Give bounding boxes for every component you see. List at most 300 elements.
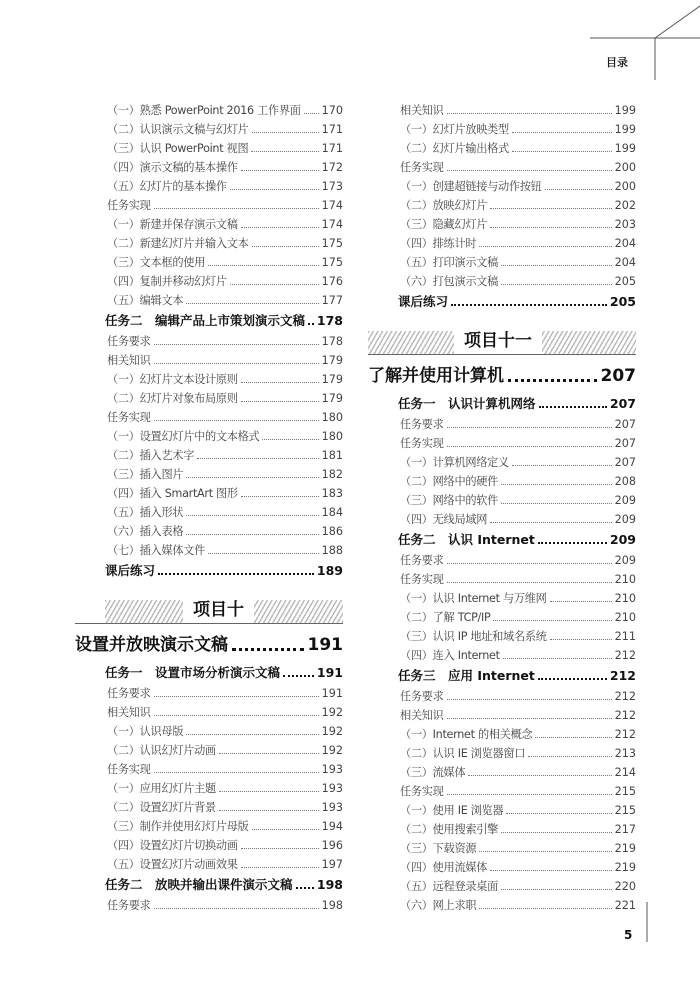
toc-entry[interactable] bbox=[398, 510, 636, 529]
dot-leader bbox=[545, 189, 612, 190]
toc-entry[interactable] bbox=[105, 779, 343, 798]
toc-entry-title: （二）使用搜索引擎 bbox=[400, 823, 498, 836]
dot-leader bbox=[447, 699, 612, 700]
toc-entry-page: 219 bbox=[614, 842, 636, 855]
toc-entry[interactable] bbox=[398, 896, 636, 915]
toc-entry[interactable] bbox=[398, 491, 636, 510]
dot-leader bbox=[539, 406, 607, 408]
toc-entry[interactable] bbox=[105, 855, 343, 874]
toc-entry[interactable] bbox=[398, 472, 636, 491]
toc-entry-title: （二）新建幻灯片并输入文本 bbox=[107, 237, 249, 250]
toc-entry[interactable] bbox=[398, 589, 636, 608]
toc-entry[interactable] bbox=[398, 646, 636, 665]
project-ten-label: 项目十 bbox=[183, 596, 254, 624]
project-eleven-banner bbox=[398, 327, 636, 355]
dot-leader bbox=[241, 227, 319, 228]
toc-entry-page: 192 bbox=[321, 744, 343, 757]
toc-entry-title: （一）使用 IE 浏览器 bbox=[400, 804, 504, 817]
toc-task-entry[interactable] bbox=[105, 310, 343, 332]
dot-leader bbox=[154, 696, 319, 697]
dot-leader bbox=[506, 813, 611, 814]
dot-leader bbox=[308, 323, 314, 325]
toc-entry-page: 196 bbox=[321, 839, 343, 852]
toc-entry-title: 任务实现 bbox=[400, 785, 444, 798]
dot-leader bbox=[186, 734, 318, 735]
chapter-page: 207 bbox=[600, 366, 636, 386]
toc-entry-page: 213 bbox=[614, 747, 636, 760]
toc-entry-page: 193 bbox=[321, 763, 343, 776]
toc-entry-title: 任务一 设置市场分析演示文稿 bbox=[105, 665, 281, 680]
toc-entry-title: 相关知识 bbox=[400, 104, 444, 117]
toc-entry-title: 课后练习 bbox=[398, 294, 449, 309]
toc-entry[interactable] bbox=[398, 687, 636, 706]
toc-task-entry[interactable] bbox=[105, 662, 343, 684]
toc-entry[interactable] bbox=[105, 196, 343, 215]
toc-entry[interactable] bbox=[105, 817, 343, 836]
toc-entry-title: 任务要求 bbox=[400, 690, 444, 703]
toc-project-eleven-list bbox=[398, 393, 636, 915]
running-header: 目录 bbox=[606, 56, 628, 69]
toc-entry[interactable] bbox=[105, 332, 343, 351]
toc-entry-page: 203 bbox=[614, 218, 636, 231]
toc-entry[interactable] bbox=[398, 782, 636, 801]
toc-entry-page: 173 bbox=[321, 180, 343, 193]
toc-task-entry[interactable] bbox=[105, 874, 343, 896]
toc-entry-title: 相关知识 bbox=[107, 354, 151, 367]
toc-entry[interactable] bbox=[398, 234, 636, 253]
toc-entry-title: （一）新建并保存演示文稿 bbox=[107, 218, 238, 231]
toc-entry[interactable] bbox=[105, 389, 343, 408]
toc-entry-page: 175 bbox=[321, 237, 343, 250]
toc-entry[interactable] bbox=[105, 120, 343, 139]
toc-entry-page: 174 bbox=[321, 218, 343, 231]
toc-entry-title: （五）打印演示文稿 bbox=[400, 256, 498, 269]
toc-entry-title: （三）下载资源 bbox=[400, 842, 477, 855]
toc-entry-title: （三）流媒体 bbox=[400, 766, 466, 779]
toc-entry-title: （二）幻灯片对象布局原则 bbox=[107, 392, 238, 405]
chapter-title: 了解并使用计算机 bbox=[368, 366, 504, 386]
dot-leader bbox=[241, 496, 319, 497]
dot-leader bbox=[479, 908, 611, 909]
toc-entry-title: （四）排练计时 bbox=[400, 237, 477, 250]
toc-entry-title: （四）连入 Internet bbox=[400, 649, 500, 662]
dot-leader bbox=[550, 601, 612, 602]
toc-entry-title: 任务二 认识 Internet bbox=[398, 532, 535, 547]
toc-entry-title: （二）认识 IE 浏览器窗口 bbox=[400, 747, 526, 760]
dot-leader bbox=[219, 791, 319, 792]
toc-entry[interactable] bbox=[105, 741, 343, 760]
toc-entry-page: 179 bbox=[321, 392, 343, 405]
dot-leader bbox=[479, 851, 611, 852]
toc-entry-title: （二）幻灯片输出格式 bbox=[400, 142, 509, 155]
dot-leader bbox=[508, 379, 597, 382]
dot-leader bbox=[304, 113, 319, 114]
toc-entry[interactable] bbox=[105, 703, 343, 722]
dot-leader bbox=[447, 427, 612, 428]
toc-entry-page: 180 bbox=[321, 411, 343, 424]
header-corner-decoration bbox=[0, 0, 700, 90]
toc-entry-page: 170 bbox=[321, 104, 343, 117]
dot-leader bbox=[501, 832, 612, 833]
toc-entry[interactable] bbox=[105, 351, 343, 370]
dot-leader bbox=[501, 484, 612, 485]
toc-entry-page: 204 bbox=[614, 256, 636, 269]
toc-entry[interactable] bbox=[398, 725, 636, 744]
toc-entry-page: 212 bbox=[614, 690, 636, 703]
toc-entry[interactable] bbox=[105, 522, 343, 541]
toc-entry-title: （二）认识幻灯片动画 bbox=[107, 744, 216, 757]
toc-entry[interactable] bbox=[105, 722, 343, 741]
toc-entry-title: （一）设置幻灯片中的文本格式 bbox=[107, 430, 260, 443]
toc-entry-page: 181 bbox=[321, 449, 343, 462]
toc-entry[interactable] bbox=[398, 196, 636, 215]
toc-entry-title: （一）计算机网络定义 bbox=[400, 456, 509, 469]
dot-leader bbox=[501, 503, 612, 504]
dot-leader bbox=[154, 908, 319, 909]
toc-entry-title: （三）插入图片 bbox=[107, 468, 184, 481]
dot-leader bbox=[186, 515, 318, 516]
toc-entry[interactable] bbox=[398, 253, 636, 272]
project-ten-banner bbox=[105, 596, 343, 624]
toc-entry-title: （四）设置幻灯片切换动画 bbox=[107, 839, 238, 852]
toc-entry-page: 193 bbox=[321, 801, 343, 814]
dot-leader bbox=[232, 648, 304, 651]
toc-left-column bbox=[75, 101, 343, 915]
toc-entry-page: 209 bbox=[609, 532, 636, 547]
toc-entry-page: 209 bbox=[614, 554, 636, 567]
dot-leader bbox=[197, 458, 319, 459]
toc-entry-title: 任务要求 bbox=[107, 687, 151, 700]
toc-entry-title: （一）Internet 的相关概念 bbox=[400, 728, 533, 741]
toc-entry-title: 任务一 认识计算机网络 bbox=[398, 396, 536, 411]
toc-entry-page: 192 bbox=[321, 706, 343, 719]
dot-leader bbox=[490, 870, 612, 871]
chapter-title: 设置并放映演示文稿 bbox=[75, 635, 228, 655]
toc-task-entry[interactable] bbox=[398, 393, 636, 415]
toc-entry-page: 219 bbox=[614, 861, 636, 874]
toc-entry-page: 212 bbox=[614, 728, 636, 741]
toc-entry[interactable] bbox=[105, 503, 343, 522]
toc-entry-title: （三）隐藏幻灯片 bbox=[400, 218, 488, 231]
toc-entry-page: 178 bbox=[316, 313, 343, 328]
toc-entry-title: （四）演示文稿的基本操作 bbox=[107, 161, 238, 174]
toc-entry-title: （一）认识母版 bbox=[107, 725, 184, 738]
toc-entry[interactable] bbox=[105, 158, 343, 177]
toc-entry-title: （六）网上求职 bbox=[400, 899, 477, 912]
dot-leader bbox=[468, 775, 611, 776]
toc-entry-page: 212 bbox=[614, 649, 636, 662]
toc-entry-page: 205 bbox=[609, 294, 636, 309]
toc-entry-page: 210 bbox=[614, 592, 636, 605]
toc-entry-page: 174 bbox=[321, 199, 343, 212]
toc-entry[interactable] bbox=[105, 484, 343, 503]
dot-leader bbox=[512, 465, 612, 466]
toc-entry-page: 179 bbox=[321, 354, 343, 367]
toc-entry-page: 191 bbox=[316, 665, 343, 680]
dot-leader bbox=[490, 522, 612, 523]
toc-entry-page: 200 bbox=[614, 161, 636, 174]
toc-entry-page: 198 bbox=[316, 877, 343, 892]
toc-entry-page: 197 bbox=[321, 858, 343, 871]
dot-leader bbox=[493, 620, 611, 621]
toc-entry-title: （四）复制并移动幻灯片 bbox=[107, 275, 227, 288]
toc-entry-page: 207 bbox=[614, 456, 636, 469]
toc-entry[interactable] bbox=[105, 139, 343, 158]
toc-entry[interactable] bbox=[398, 272, 636, 291]
toc-entry-page: 171 bbox=[321, 123, 343, 136]
toc-entry[interactable] bbox=[105, 798, 343, 817]
dot-leader bbox=[538, 678, 607, 680]
toc-entry[interactable] bbox=[105, 760, 343, 779]
toc-entry[interactable] bbox=[398, 158, 636, 177]
toc-entry[interactable] bbox=[105, 465, 343, 484]
dot-leader bbox=[154, 363, 319, 364]
toc-entry-title: （五）编辑文本 bbox=[107, 294, 184, 307]
toc-entry[interactable] bbox=[398, 139, 636, 158]
toc-entry[interactable] bbox=[398, 415, 636, 434]
toc-entry[interactable] bbox=[105, 541, 343, 560]
toc-entry[interactable] bbox=[398, 706, 636, 725]
toc-project-ten-list bbox=[105, 662, 343, 915]
toc-entry-page: 183 bbox=[321, 487, 343, 500]
dot-leader bbox=[154, 344, 319, 345]
toc-entry-title: 相关知识 bbox=[107, 706, 151, 719]
toc-entry-page: 205 bbox=[614, 275, 636, 288]
dot-leader bbox=[550, 639, 612, 640]
toc-entry[interactable] bbox=[105, 272, 343, 291]
toc-entry[interactable] bbox=[398, 877, 636, 896]
dot-leader bbox=[154, 772, 319, 773]
banner-rule bbox=[368, 354, 636, 355]
toc-entry-title: （四）插入 SmartArt 图形 bbox=[107, 487, 238, 500]
toc-right-list bbox=[398, 101, 636, 313]
dot-leader bbox=[241, 382, 319, 383]
toc-entry-title: 任务实现 bbox=[107, 411, 151, 424]
toc-entry[interactable] bbox=[105, 446, 343, 465]
toc-task-entry[interactable] bbox=[398, 529, 636, 551]
dot-leader bbox=[447, 113, 612, 114]
toc-entry-page: 217 bbox=[614, 823, 636, 836]
toc-entry-title: （二）设置幻灯片背景 bbox=[107, 801, 216, 814]
toc-task-entry[interactable] bbox=[398, 291, 636, 313]
toc-entry[interactable] bbox=[398, 627, 636, 646]
dot-leader bbox=[251, 151, 318, 152]
toc-entry-title: （三）文本框的使用 bbox=[107, 256, 205, 269]
toc-entry[interactable] bbox=[105, 234, 343, 253]
dot-leader bbox=[252, 246, 319, 247]
toc-entry-title: （一）幻灯片放映类型 bbox=[400, 123, 509, 136]
toc-entry-page: 172 bbox=[321, 161, 343, 174]
toc-entry-page: 221 bbox=[614, 899, 636, 912]
toc-entry[interactable] bbox=[105, 684, 343, 703]
toc-entry-title: 任务三 应用 Internet bbox=[398, 668, 535, 683]
toc-entry[interactable] bbox=[398, 801, 636, 820]
project-eleven-label: 项目十一 bbox=[454, 327, 542, 355]
toc-entry[interactable] bbox=[105, 370, 343, 389]
toc-entry-page: 184 bbox=[321, 506, 343, 519]
toc-entry-page: 177 bbox=[321, 294, 343, 307]
toc-entry-title: （三）制作并使用幻灯片母版 bbox=[107, 820, 249, 833]
toc-entry[interactable] bbox=[105, 836, 343, 855]
dot-leader bbox=[208, 553, 319, 554]
toc-entry[interactable] bbox=[398, 215, 636, 234]
dot-leader bbox=[296, 887, 314, 889]
toc-entry-title: （二）网络中的硬件 bbox=[400, 475, 498, 488]
toc-entry-page: 199 bbox=[614, 104, 636, 117]
toc-entry-page: 180 bbox=[321, 430, 343, 443]
dot-leader bbox=[262, 439, 318, 440]
toc-entry-title: 任务实现 bbox=[400, 573, 444, 586]
toc-entry-title: （一）幻灯片文本设计原则 bbox=[107, 373, 238, 386]
toc-entry-page: 209 bbox=[614, 513, 636, 526]
dot-leader bbox=[503, 658, 612, 659]
toc-entry[interactable] bbox=[398, 858, 636, 877]
toc-entry-title: （一）认识 Internet 与万维网 bbox=[400, 592, 547, 605]
toc-entry[interactable] bbox=[398, 177, 636, 196]
toc-entry-page: 178 bbox=[321, 335, 343, 348]
toc-entry-page: 204 bbox=[614, 237, 636, 250]
toc-entry-page: 188 bbox=[321, 544, 343, 557]
toc-entry-title: 任务实现 bbox=[400, 437, 444, 450]
dot-leader bbox=[208, 265, 319, 266]
toc-task-entry[interactable] bbox=[105, 560, 343, 582]
dot-leader bbox=[447, 582, 612, 583]
dot-leader bbox=[451, 304, 607, 306]
dot-leader bbox=[447, 718, 612, 719]
toc-entry[interactable] bbox=[398, 570, 636, 589]
toc-entry-page: 210 bbox=[614, 573, 636, 586]
toc-entry[interactable] bbox=[398, 551, 636, 570]
toc-entry[interactable] bbox=[105, 896, 343, 915]
toc-entry-title: 任务实现 bbox=[107, 199, 151, 212]
dot-leader bbox=[447, 446, 612, 447]
toc-entry[interactable] bbox=[398, 839, 636, 858]
toc-entry-title: 任务二 放映并输出课件演示文稿 bbox=[105, 877, 293, 892]
toc-entry-page: 193 bbox=[321, 782, 343, 795]
chapter-title-project-eleven[interactable] bbox=[368, 361, 636, 391]
toc-entry[interactable] bbox=[105, 101, 343, 120]
toc-entry-page: 210 bbox=[614, 611, 636, 624]
toc-entry[interactable] bbox=[398, 608, 636, 627]
dot-leader bbox=[230, 284, 319, 285]
toc-entry-page: 207 bbox=[614, 418, 636, 431]
toc-entry[interactable] bbox=[105, 253, 343, 272]
dot-leader bbox=[241, 848, 319, 849]
toc-entry-title: 任务要求 bbox=[400, 418, 444, 431]
toc-entry[interactable] bbox=[105, 177, 343, 196]
toc-entry-page: 200 bbox=[614, 180, 636, 193]
toc-entry-page: 186 bbox=[321, 525, 343, 538]
dot-leader bbox=[447, 794, 612, 795]
toc-entry-page: 220 bbox=[614, 880, 636, 893]
dot-leader bbox=[283, 675, 314, 677]
banner-rule bbox=[75, 623, 343, 624]
dot-leader bbox=[241, 867, 319, 868]
dot-leader bbox=[154, 715, 319, 716]
toc-entry-title: 任务二 编辑产品上市策划演示文稿 bbox=[105, 313, 306, 328]
toc-entry-title: 任务要求 bbox=[107, 899, 151, 912]
dot-leader bbox=[230, 189, 319, 190]
toc-entry-title: （三）认识 IP 地址和域名系统 bbox=[400, 630, 547, 643]
toc-entry-page: 194 bbox=[321, 820, 343, 833]
dot-leader bbox=[219, 753, 319, 754]
dot-leader bbox=[501, 284, 612, 285]
toc-entry-title: （五）设置幻灯片动画效果 bbox=[107, 858, 238, 871]
toc-entry[interactable] bbox=[398, 453, 636, 472]
toc-entry-page: 176 bbox=[321, 275, 343, 288]
toc-entry-title: （四）使用流媒体 bbox=[400, 861, 488, 874]
toc-entry-page: 191 bbox=[321, 687, 343, 700]
toc-entry-title: （二）插入艺术字 bbox=[107, 449, 195, 462]
toc-entry[interactable] bbox=[105, 291, 343, 310]
toc-entry-page: 199 bbox=[614, 142, 636, 155]
toc-left-list bbox=[105, 101, 343, 582]
toc-entry-page: 179 bbox=[321, 373, 343, 386]
toc-entry-title: 相关知识 bbox=[400, 709, 444, 722]
dot-leader bbox=[490, 227, 612, 228]
dot-leader bbox=[219, 810, 319, 811]
toc-entry[interactable] bbox=[105, 427, 343, 446]
dot-leader bbox=[447, 563, 612, 564]
dot-leader bbox=[252, 829, 319, 830]
chapter-page: 191 bbox=[307, 635, 343, 655]
toc-entry-page: 202 bbox=[614, 199, 636, 212]
dot-leader bbox=[501, 265, 612, 266]
toc-entry-page: 199 bbox=[614, 123, 636, 136]
toc-entry-page: 192 bbox=[321, 725, 343, 738]
dot-leader bbox=[538, 542, 607, 544]
toc-entry-title: （三）网络中的软件 bbox=[400, 494, 498, 507]
toc-entry-page: 212 bbox=[609, 668, 636, 683]
dot-leader bbox=[186, 303, 318, 304]
toc-entry[interactable] bbox=[398, 763, 636, 782]
toc-entry-title: （一）创建超链接与动作按钮 bbox=[400, 180, 542, 193]
toc-entry-page: 215 bbox=[614, 804, 636, 817]
toc-entry-title: （三）认识 PowerPoint 视图 bbox=[107, 142, 249, 155]
toc-entry-page: 212 bbox=[614, 709, 636, 722]
toc-entry-title: （二）认识演示文稿与幻灯片 bbox=[107, 123, 249, 136]
toc-entry[interactable] bbox=[105, 215, 343, 234]
toc-entry-page: 209 bbox=[614, 494, 636, 507]
toc-entry[interactable] bbox=[398, 744, 636, 763]
toc-entry[interactable] bbox=[398, 120, 636, 139]
dot-leader bbox=[501, 889, 612, 890]
dot-leader bbox=[490, 208, 612, 209]
toc-entry-page: 211 bbox=[614, 630, 636, 643]
toc-entry[interactable] bbox=[105, 408, 343, 427]
toc-right-column bbox=[368, 101, 636, 915]
toc-entry-page: 198 bbox=[321, 899, 343, 912]
toc-task-entry[interactable] bbox=[398, 665, 636, 687]
toc-entry-title: 任务要求 bbox=[400, 554, 444, 567]
dot-leader bbox=[479, 246, 611, 247]
dot-leader bbox=[535, 737, 611, 738]
toc-entry-page: 182 bbox=[321, 468, 343, 481]
toc-entry-page: 207 bbox=[609, 396, 636, 411]
toc-entry[interactable] bbox=[398, 820, 636, 839]
chapter-title-project-ten[interactable] bbox=[75, 630, 343, 660]
toc-entry-page: 208 bbox=[614, 475, 636, 488]
dot-leader bbox=[158, 573, 314, 575]
dot-leader bbox=[252, 132, 319, 133]
toc-entry-title: （五）幻灯片的基本操作 bbox=[107, 180, 227, 193]
toc-entry-title: （二）放映幻灯片 bbox=[400, 199, 488, 212]
toc-entry-title: （五）远程登录桌面 bbox=[400, 880, 498, 893]
toc-entry[interactable] bbox=[398, 101, 636, 120]
toc-entry-title: （六）插入表格 bbox=[107, 525, 184, 538]
toc-entry[interactable] bbox=[398, 434, 636, 453]
dot-leader bbox=[241, 170, 319, 171]
